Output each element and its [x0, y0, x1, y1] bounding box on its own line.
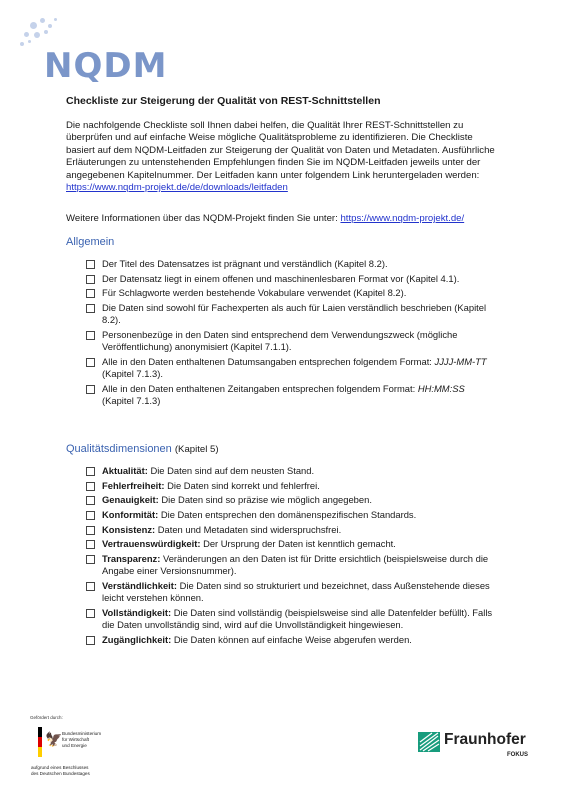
bundestag-decision: aufgrund eines Beschlusses des Deutschen Bundestages [31, 765, 90, 776]
nqdm-logo [20, 16, 168, 86]
intro-text: Die nachfolgende Checkliste soll Ihnen dabei helfen, die Qualität Ihrer REST-Schnittstellen zu überprüfen und auf einfache Weise mögliche Qualitätsprobleme zu identifizieren. Die Checkliste basiert auf dem NQDM-Leitfaden zur Steigerung der Qualität von Daten und Metadaten. Ausführliche Erläuterungen zu untenstehenden Empfehlungen finden Sie im NQDM-Leitfaden jeweils unter der angegebenen Kapitelnummer. Der Leitfaden kann unter folgendem Link heruntergeladen werden: [66, 120, 495, 181]
checklist-item: Die Daten sind sowohl für Fachexperten als auch für Laien verständlich beschrieben (Kapitel 8.2). [86, 302, 506, 327]
checkbox[interactable] [86, 511, 95, 520]
checklist-item: Vertrauenswürdigkeit: Der Ursprung der Daten ist kenntlich gemacht. [86, 538, 506, 550]
checkbox[interactable] [86, 609, 95, 618]
checkbox[interactable] [86, 358, 95, 367]
checkbox[interactable] [86, 275, 95, 284]
time-format: HH:MM:SS [417, 383, 465, 395]
checklist-item: Der Titel des Datensatzes ist prägnant und verständlich (Kapitel 8.2). [86, 258, 506, 270]
checkbox[interactable] [86, 260, 95, 269]
checklist-item: Personenbezüge in den Daten sind entsprechend dem Verwendungszweck (mögliche Veröffentlichung) anonymisiert (Kapitel 7.1.1). [86, 329, 506, 354]
checklist-item: Konformität: Die Daten entsprechen den domänenspezifischen Standards. [86, 509, 506, 521]
checkbox[interactable] [86, 540, 95, 549]
checklist-item: Der Datensatz liegt in einem offenen und maschinenlesbaren Format vor (Kapitel 4.1). [86, 273, 506, 285]
fraunhofer-logo [418, 728, 538, 768]
fraunhofer-name: Fraunhofer [444, 731, 526, 748]
checkbox[interactable] [86, 555, 95, 564]
document-title: Checkliste zur Steigerung der Qualität von REST-Schnittstellen [66, 95, 381, 107]
checkbox[interactable] [86, 526, 95, 535]
date-format: JJJJ-MM-TT [434, 356, 487, 368]
eagle-icon: 🦅 [45, 731, 63, 747]
bmwi-logo [38, 727, 138, 763]
date-suffix: (Kapitel 7.1.3). [102, 368, 163, 380]
section-heading-general: Allgemein [66, 236, 115, 248]
checklist-item: Alle in den Daten enthaltenen Datumsangaben entsprechen folgendem Format: JJJJ-MM-TT (Kapitel 7.1.3). [86, 356, 506, 381]
checklist-item: Konsistenz: Daten und Metadaten sind widerspruchsfrei. [86, 524, 506, 536]
funded-by-label: Gefördert durch: [30, 715, 63, 720]
intro-paragraph [66, 120, 496, 194]
fraunhofer-icon [418, 732, 440, 752]
section-heading-quality-title: Qualitätsdimensionen [66, 443, 172, 455]
checkbox[interactable] [86, 289, 95, 298]
section-heading-quality [66, 443, 219, 455]
time-suffix: (Kapitel 7.1.3) [102, 395, 161, 407]
leitfaden-link[interactable]: https://www.nqdm-projekt.de/de/downloads/leitfaden [66, 182, 288, 194]
general-checklist [86, 258, 506, 410]
german-flag-icon [38, 727, 42, 757]
funded-by [30, 715, 150, 721]
project-link[interactable]: https://www.nqdm-projekt.de/ [340, 213, 465, 224]
checklist-item: Fehlerfreiheit: Die Daten sind korrekt und fehlerfrei. [86, 480, 506, 492]
logo-text: NQDM [44, 46, 168, 86]
more-info-paragraph [66, 213, 496, 225]
checklist-item: Für Schlagworte werden bestehende Vokabulare verwendet (Kapitel 8.2). [86, 287, 506, 299]
checklist-item: Alle in den Daten enthaltenen Zeitangaben entsprechen folgendem Format: HH:MM:SS (Kapitel 7.1.3) [86, 383, 506, 408]
ministry-name: Bundesministerium für Wirtschaft und Energie [62, 731, 102, 748]
checklist-item: Transparenz: Veränderungen an den Daten ist für Dritte ersichtlich (beispielsweise durch die Angabe einer Versionsnummer). [86, 553, 506, 578]
checkbox[interactable] [86, 467, 95, 476]
checklist-item: Vollständigkeit: Die Daten sind vollständig (beispielsweise sind alle Datenfelder befüllt). Falls die Daten unvollständig sind, wird auf die Unvollständigkeit hingewiesen. [86, 607, 506, 632]
checkbox[interactable] [86, 582, 95, 591]
checkbox[interactable] [86, 385, 95, 394]
checkbox[interactable] [86, 496, 95, 505]
fokus-label: FOKUS [507, 752, 528, 758]
checkbox[interactable] [86, 304, 95, 313]
checklist-item: Aktualität: Die Daten sind auf dem neusten Stand. [86, 465, 506, 477]
checklist-item: Verständlichkeit: Die Daten sind so strukturiert und bezeichnet, dass Außenstehende dieses leicht verstehen können. [86, 580, 506, 605]
section-heading-quality-chapter: (Kapitel 5) [174, 444, 219, 455]
more-info-text: Weitere Informationen über das NQDM-Projekt finden Sie unter: [66, 213, 341, 224]
checkbox[interactable] [86, 636, 95, 645]
checkbox[interactable] [86, 482, 95, 491]
checklist-item: Zugänglichkeit: Die Daten können auf einfache Weise abgerufen werden. [86, 634, 506, 646]
checkbox[interactable] [86, 331, 95, 340]
quality-checklist [86, 465, 506, 649]
checklist-item: Genauigkeit: Die Daten sind so präzise wie möglich angegeben. [86, 494, 506, 506]
